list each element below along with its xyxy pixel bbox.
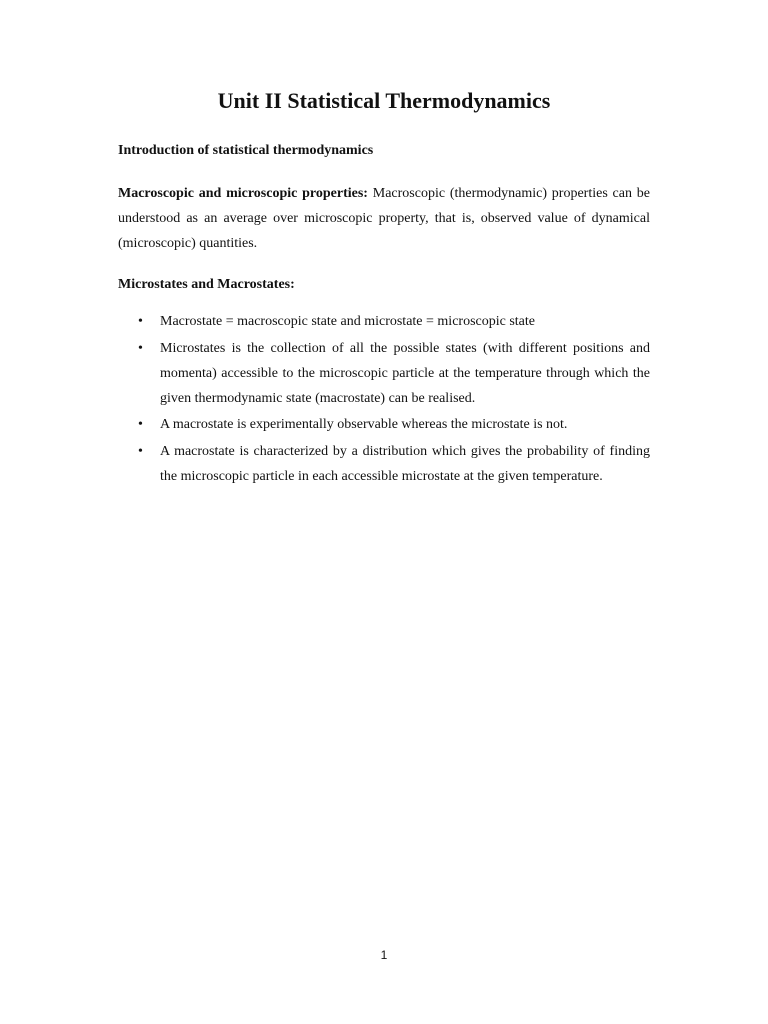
paragraph-lead-term: Macroscopic and microscopic properties: bbox=[118, 186, 368, 201]
list-item-text: A macrostate is characterized by a distribution which gives the probability of finding the microscopic particle in each accessible microstate at the given temperature. bbox=[160, 443, 650, 484]
list-item-text: A macrostate is experimentally observable whereas the microstate is not. bbox=[160, 417, 568, 432]
macro-micro-paragraph bbox=[118, 181, 650, 256]
section-heading-introduction: Introduction of statistical thermodynamics bbox=[118, 143, 374, 158]
section-heading-microstates: Microstates and Macrostates: bbox=[118, 277, 295, 292]
paragraph-body-text: Macroscopic (thermodynamic) properties can be understood as an average over microscopic property, that is, observed value of dynamical (microscopic) quantities. bbox=[118, 186, 650, 251]
list-item-text: Macrostate = macroscopic state and microstate = microscopic state bbox=[160, 314, 535, 329]
document-title: Unit II Statistical Thermodynamics bbox=[217, 88, 551, 113]
bullet-icon: • bbox=[138, 443, 143, 459]
page-number: 1 bbox=[380, 948, 388, 962]
list-item-text: Microstates is the collection of all the possible states (with different positions and momenta) accessible to the microscopic particle at the temperature through which the given thermodynamic state (macrostate) can be realised. bbox=[160, 340, 650, 406]
bullet-icon: • bbox=[138, 340, 143, 356]
list-item bbox=[118, 336, 650, 411]
list-item bbox=[118, 309, 650, 334]
bullet-icon: • bbox=[138, 417, 143, 432]
list-item bbox=[118, 412, 650, 437]
bullet-list bbox=[118, 309, 650, 490]
list-item bbox=[118, 439, 650, 489]
bullet-icon: • bbox=[138, 314, 143, 329]
